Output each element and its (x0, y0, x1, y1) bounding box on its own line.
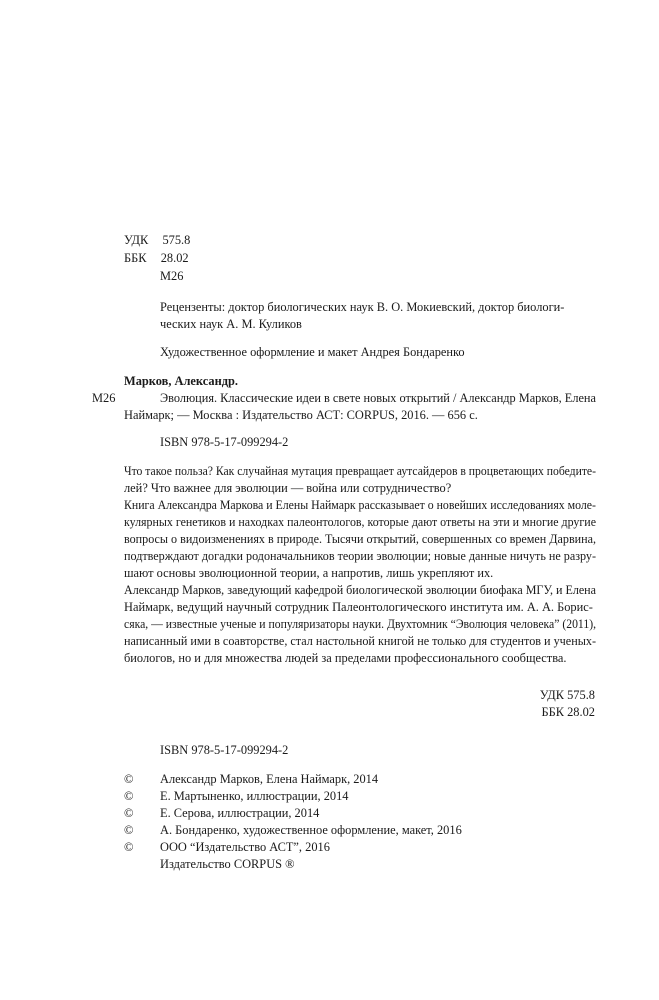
bbk-label: ББК (124, 251, 147, 265)
copyright-symbol: © (124, 840, 134, 854)
copyright-symbol: © (124, 823, 134, 837)
annotation-line: написанный ими в соавторстве, стал настольной книгой не только для студентов и ученых- (124, 634, 597, 648)
author-mark: М26 (160, 269, 184, 283)
annotation-line: Александр Марков, заведующий кафедрой биологической эволюции биофака МГУ, и Елена (124, 583, 596, 597)
bottom-isbn: ISBN 978-5-17-099294-2 (160, 743, 289, 757)
annotation-line: шают основы эволюционной теории, а напротив, лишь укрепляют их. (124, 566, 494, 580)
author-heading: Марков, Александр. (124, 374, 239, 388)
udk-value: 575.8 (162, 233, 191, 247)
copyright-item: Е. Мартыненко, иллюстрации, 2014 (160, 789, 349, 803)
annotation-line: сяка, — известные ученые и популяризаторы науки. Двухтомник “Эволюция человека” (2011), (124, 617, 597, 631)
annotation-line: Что такое польза? Как случайная мутация превращает аутсайдеров в процветающих победите- (124, 464, 597, 478)
bottom-udk: УДК 575.8 (539, 688, 595, 702)
copyright-symbol: © (124, 789, 134, 803)
annotation-line: Наймарк, ведущий научный сотрудник Палеонтологического института им. А. А. Борис- (124, 600, 593, 614)
annotation-line: лей? Что важнее для эволюции — война или сотрудничество? (124, 481, 452, 495)
bbk-value: 28.02 (160, 251, 189, 265)
annotation-line: Книга Александра Маркова и Елены Наймарк рассказывает о новейших исследованиях моле- (124, 498, 597, 512)
bbk-row (124, 250, 189, 266)
copyright-symbol: © (124, 772, 134, 786)
udk-label: УДК (124, 233, 149, 247)
catalog-title-line-2: Наймарк; — Москва : Издательство АСТ: CORPUS, 2016. — 656 с. (124, 408, 478, 422)
reviewers-line-1: Рецензенты: доктор биологических наук В. О. Мокиевский, доктор биологи- (160, 300, 565, 314)
publisher-mark: Издательство CORPUS ® (160, 857, 295, 871)
catalog-isbn: ISBN 978-5-17-099294-2 (160, 435, 289, 449)
copyright-item: Александр Марков, Елена Наймарк, 2014 (160, 772, 379, 786)
udk-row (124, 232, 190, 248)
annotation-line: подтверждают догадки родоначальников теории эволюции; новые данные ничуть не разру- (124, 549, 597, 563)
reviewers-line-2: ческих наук А. М. Куликов (160, 317, 302, 331)
copyright-item: Е. Серова, иллюстрации, 2014 (160, 806, 320, 820)
copyright-symbol: © (124, 806, 134, 820)
annotation-line: кулярных генетиков и находках палеонтологов, которые дают ответы на эти и многие другие (124, 515, 596, 529)
copyright-item: А. Бондаренко, художественное оформление, макет, 2016 (160, 823, 462, 837)
copyright-item: ООО “Издательство АСТ”, 2016 (160, 840, 330, 854)
annotation-line: биологов, но и для множества людей за пределами профессионального сообщества. (124, 651, 567, 665)
design-credit: Художественное оформление и макет Андрея Бондаренко (160, 345, 465, 359)
catalog-title-line-1: Эволюция. Классические идеи в свете новых открытий / Александр Марков, Елена (160, 391, 596, 405)
annotation-line: вопросы о видоизменениях в природе. Тысячи открытий, совершенных со времен Дарвина, (124, 532, 597, 546)
bottom-bbk: ББК 28.02 (541, 705, 595, 719)
catalog-mark: М26 (92, 391, 116, 405)
